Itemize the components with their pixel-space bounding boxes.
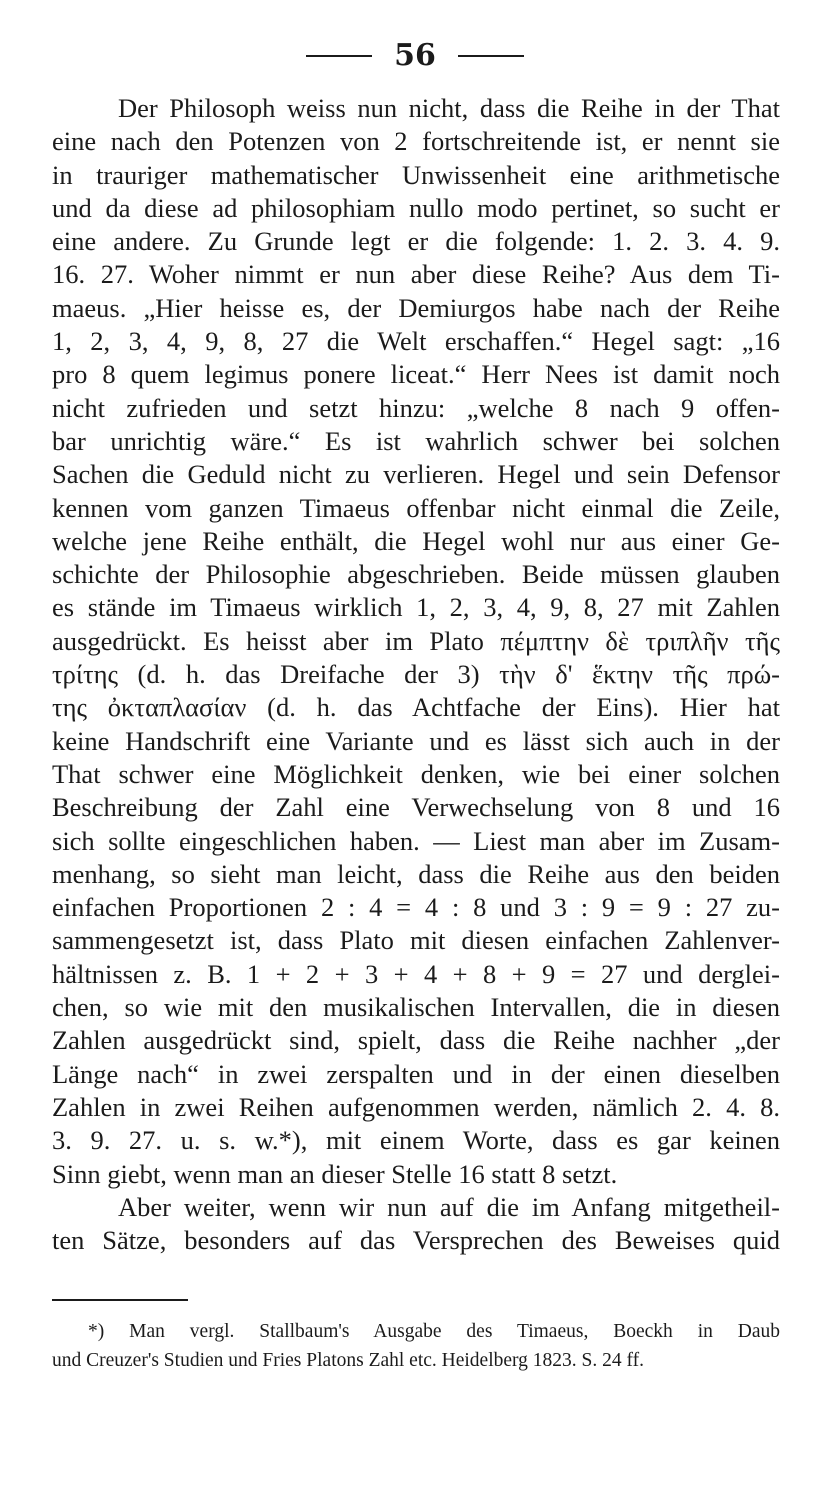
text-line: eine andere. Zu Grunde legt er die folgende: 1. 2. 3. 4. 9. — [52, 226, 780, 257]
footnote-rule — [52, 1299, 188, 1301]
text-line: kennen vom ganzen Timaeus offenbar nicht einmal die Zeile, — [52, 492, 780, 523]
text-line: ausgedrückt. Es heisst aber im Plato πέμπτην δὲ τριπλῆν τῆς — [52, 625, 780, 656]
text-line: sich sollte eingeschlichen haben. — Liest man aber im Zusam- — [52, 825, 780, 856]
footnote-line: und Creuzer's Studien und Fries Platons Zahl etc. Heidelberg 1823. S. 24 ff. — [52, 1350, 645, 1371]
text-line: schichte der Philosophie abgeschrieben. Beide müssen glauben — [52, 559, 780, 590]
text-line: bar unrichtig wäre.“ Es ist wahrlich schwer bei solchen — [52, 425, 780, 456]
text-line: της ὀκταπλασίαν (d. h. das Achtfache der Eins). Hier hat — [52, 692, 780, 723]
page-header — [0, 38, 830, 73]
text-line: That schwer eine Möglichkeit denken, wie bei einer solchen — [52, 758, 780, 789]
text-line: 16. 27. Woher nimmt er nun aber diese Reihe? Aus dem Ti- — [52, 259, 780, 290]
text-line: Sinn giebt, wenn man an dieser Stelle 16 statt 8 setzt. — [52, 1158, 618, 1189]
footnote — [52, 1317, 780, 1375]
text-line: es stände im Timaeus wirklich 1, 2, 3, 4, 9, 8, 27 mit Zahlen — [52, 592, 780, 623]
text-line: welche jene Reihe enthält, die Hegel wohl nur aus einer Ge- — [52, 525, 780, 556]
text-line: in trauriger mathematischer Unwissenheit eine arithmetische — [52, 159, 780, 190]
text-line: und da diese ad philosophiam nullo modo pertinet, so sucht er — [52, 192, 780, 223]
text-line: Aber weiter, wenn wir nun auf die im Anfang mitgetheil- — [118, 1191, 780, 1222]
text-line: sammengesetzt ist, dass Plato mit diesen einfachen Zahlenver- — [52, 925, 780, 956]
text-line: chen, so wie mit den musikalischen Intervallen, die in diesen — [52, 992, 780, 1023]
text-line: 1, 2, 3, 4, 9, 8, 27 die Welt erschaffen.“ Hegel sagt: „16 — [52, 326, 780, 357]
text-line: eine nach den Potenzen von 2 fortschreitende ist, er nennt sie — [52, 126, 780, 157]
header-rule-right — [458, 55, 524, 57]
page-number: 56 — [394, 38, 436, 73]
text-line: maeus. „Hier heisse es, der Demiurgos habe nach der Reihe — [52, 292, 780, 323]
text-line: τρίτης (d. h. das Dreifache der 3) τὴν δ' ἕκτην τῆς πρώ- — [52, 659, 780, 690]
text-line: Zahlen ausgedrückt sind, spielt, dass die Reihe nachher „der — [52, 1025, 780, 1056]
text-line: Zahlen in zwei Reihen aufgenommen werden, nämlich 2. 4. 8. — [52, 1091, 780, 1122]
text-line: nicht zufrieden und setzt hinzu: „welche 8 nach 9 offen- — [52, 392, 780, 423]
text-line: Sachen die Geduld nicht zu verlieren. Hegel und sein Defensor — [52, 459, 780, 490]
footnote-line: *) Man vergl. Stallbaum's Ausgabe des Timaeus, Boeckh in Daub — [88, 1321, 780, 1342]
text-line: pro 8 quem legimus ponere liceat.“ Herr Nees ist damit noch — [52, 359, 780, 390]
text-line: 3. 9. 27. u. s. w.*), mit einem Worte, dass es gar keinen — [52, 1125, 780, 1156]
text-line: Beschreibung der Zahl eine Verwechselung von 8 und 16 — [52, 792, 780, 823]
text-line: Länge nach“ in zwei zerspalten und in der einen dieselben — [52, 1058, 780, 1089]
text-line: menhang, so sieht man leicht, dass die Reihe aus den beiden — [52, 858, 780, 889]
body-text — [52, 92, 780, 1257]
text-line: keine Handschrift eine Variante und es lässt sich auch in der — [52, 725, 780, 756]
text-line: hältnissen z. B. 1 + 2 + 3 + 4 + 8 + 9 = 27 und derglei- — [52, 958, 780, 989]
text-line: Der Philosoph weiss nun nicht, dass die Reihe in der That — [118, 93, 780, 123]
text-line: einfachen Proportionen 2 : 4 = 4 : 8 und 3 : 9 = 9 : 27 zu- — [52, 892, 780, 923]
header-rule-left — [306, 55, 372, 57]
text-line: ten Sätze, besonders auf das Versprechen des Beweises quid — [52, 1225, 780, 1256]
